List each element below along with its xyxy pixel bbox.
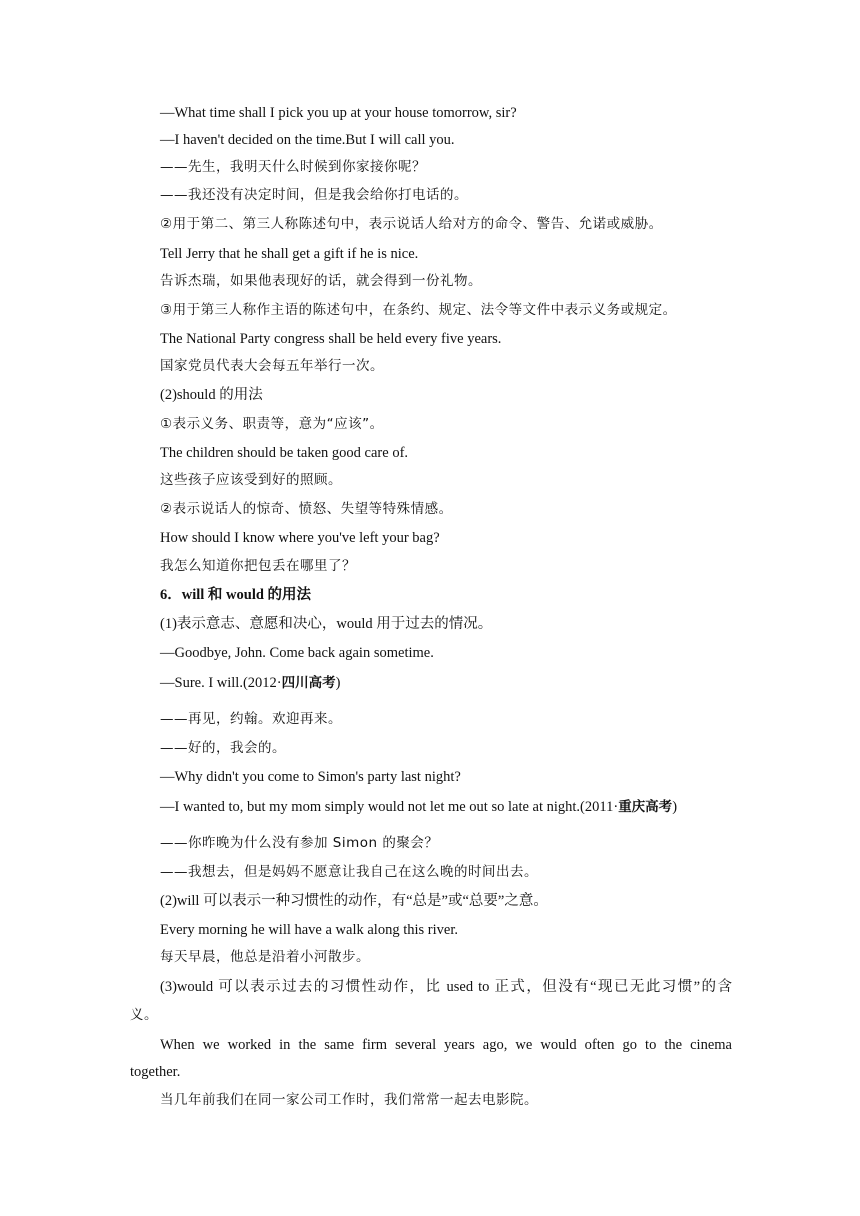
example-dialogue-cn-1: ——先生，我明天什么时候到你家接你呢？ bbox=[160, 159, 426, 175]
example-dialogue-cn-1: ——你昨晚为什么没有参加 Simon 的聚会？ bbox=[160, 835, 439, 851]
usage-point-shall-3: ③用于第三人称作主语的陈述句中，在条约、规定、法令等文件中表示义务或规定。 bbox=[160, 302, 677, 318]
example-dialogue-en-1: —Why didn't you come to Simon's party last night? bbox=[160, 769, 461, 785]
example-sentence-en: How should I know where you've left your bag? bbox=[160, 530, 440, 546]
example-sentence-en-cont: together. bbox=[130, 1064, 181, 1080]
example-dialogue-en-2 bbox=[160, 673, 732, 693]
subheading-will-would-3-cont: 义。 bbox=[130, 1007, 158, 1023]
exam-source: 四川高考 bbox=[281, 675, 336, 691]
subheading-will-would-3: (3)would 可以表示过去的习惯性动作，比 used to 正式，但没有“现已无此习惯”的含 bbox=[160, 979, 732, 995]
dialogue-text: —I wanted to, but my mom simply would not let me out so late at night.(2011· bbox=[160, 799, 619, 815]
example-dialogue-cn-2: ——我还没有决定时间，但是我会给你打电话的。 bbox=[160, 187, 468, 203]
example-sentence-en: Tell Jerry that he shall get a gift if he is nice. bbox=[160, 246, 419, 262]
example-translation-cn: 当几年前我们在同一家公司工作时，我们常常一起去电影院。 bbox=[160, 1092, 538, 1108]
example-sentence-en: Every morning he will have a walk along this river. bbox=[160, 922, 458, 938]
example-dialogue-cn-1: ——再见，约翰。欢迎再来。 bbox=[160, 711, 342, 727]
example-sentence-en: When we worked in the same firm several years ago, we would often go to the cinema bbox=[160, 1037, 732, 1053]
example-translation-cn: 告诉杰瑞，如果他表现好的话，就会得到一份礼物。 bbox=[160, 273, 482, 289]
example-dialogue-cn-2: ——好的，我会的。 bbox=[160, 740, 286, 756]
example-dialogue-en-1: —What time shall I pick you up at your house tomorrow, sir? bbox=[160, 105, 517, 121]
exam-source: 重庆高考 bbox=[618, 799, 673, 815]
subheading-should: (2)should 的用法 bbox=[160, 387, 263, 403]
example-sentence-en: The National Party congress shall be held every five years. bbox=[160, 331, 502, 347]
usage-point-should-1: ①表示义务、职责等，意为“应该”。 bbox=[160, 416, 384, 432]
closing-paren: ) bbox=[672, 799, 678, 815]
example-dialogue-en-2 bbox=[160, 797, 732, 817]
closing-paren: ) bbox=[335, 675, 341, 691]
usage-point-shall-2: ②用于第二、第三人称陈述句中，表示说话人给对方的命令、警告、允诺或威胁。 bbox=[160, 216, 663, 232]
subheading-will-would-2: (2)will 可以表示一种习惯性的动作，有“总是”或“总要”之意。 bbox=[160, 893, 548, 909]
example-sentence-en: The children should be taken good care of. bbox=[160, 445, 409, 461]
dialogue-text: —Sure. I will.(2012· bbox=[160, 675, 282, 691]
example-translation-cn: 每天早晨，他总是沿着小河散步。 bbox=[160, 949, 370, 965]
example-translation-cn: 这些孩子应该受到好的照顾。 bbox=[160, 472, 342, 488]
example-dialogue-en-2: —I haven't decided on the time.But I will call you. bbox=[160, 132, 455, 148]
example-translation-cn: 国家党员代表大会每五年举行一次。 bbox=[160, 358, 384, 374]
usage-point-should-2: ②表示说话人的惊奇、愤怒、失望等特殊情感。 bbox=[160, 501, 453, 517]
subheading-will-would-1: (1)表示意志、意愿和决心，would 用于过去的情况。 bbox=[160, 616, 493, 632]
example-translation-cn: 我怎么知道你把包丢在哪里了？ bbox=[160, 558, 356, 574]
example-dialogue-cn-2: ——我想去，但是妈妈不愿意让我自己在这么晚的时间出去。 bbox=[160, 864, 538, 880]
example-dialogue-en-1: —Goodbye, John. Come back again sometime. bbox=[160, 645, 434, 661]
section-heading-will-would: 6．will 和 would 的用法 bbox=[160, 587, 312, 603]
